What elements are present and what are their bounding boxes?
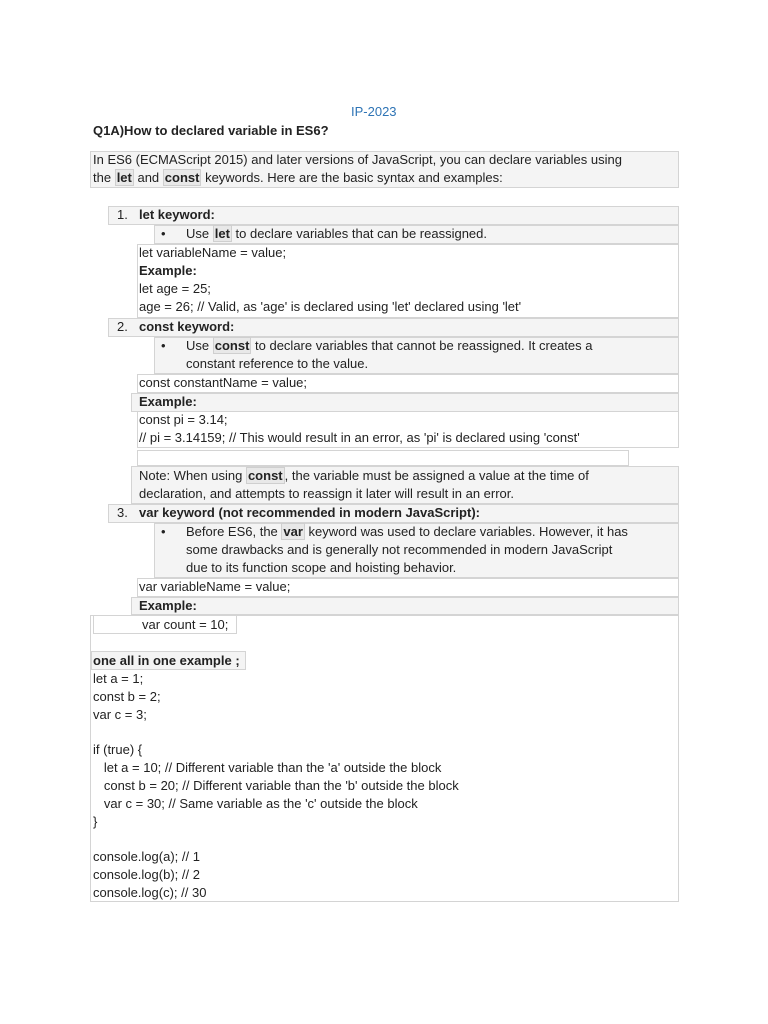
section1-code2: age = 26; // Valid, as 'age' is declared using 'let' declared using 'let' <box>139 299 522 314</box>
bullet-icon: • <box>161 226 166 241</box>
intro-line2: the let and const keywords. Here are the basic syntax and examples: <box>93 170 503 185</box>
section2-bullet-line1: Use const to declare variables that cannot be reassigned. It creates a <box>186 338 593 353</box>
section2-code1: const pi = 3.14; <box>139 412 228 427</box>
section3-example-row <box>131 597 679 615</box>
section2-note-line2: declaration, and attempts to reassign it later will result in an error. <box>139 486 515 501</box>
intro-line1: In ES6 (ECMAScript 2015) and later versions of JavaScript, you can declare variables using <box>93 152 622 167</box>
code-line: console.log(a); // 1 <box>93 849 200 864</box>
keyword-const: const <box>164 170 200 185</box>
section3-number: 3. <box>117 505 128 520</box>
bullet-icon: • <box>161 338 166 353</box>
section2-code2: // pi = 3.14159; // This would result in an error, as 'pi' is declared using 'const' <box>139 430 580 445</box>
section2-note-line1: Note: When using const , the variable must be assigned a value at the time of <box>139 468 589 483</box>
section3-example-label: Example: <box>139 598 197 613</box>
code-line: const b = 20; // Different variable than the 'b' outside the block <box>93 778 459 793</box>
section2-title: const keyword: <box>139 319 235 334</box>
section1-code1: let age = 25; <box>139 281 211 296</box>
section3-bullet-line1: Before ES6, the var keyword was used to declare variables. However, it has <box>186 524 628 539</box>
section1-number: 1. <box>117 207 128 222</box>
section1-bullet: Use let to declare variables that can be reassigned. <box>186 226 488 241</box>
section2-example-row <box>131 393 679 412</box>
section3-bullet-line2: some drawbacks and is generally not recommended in modern JavaScript <box>186 542 613 557</box>
section1-title: let keyword: <box>139 207 215 222</box>
code-line: if (true) { <box>93 742 143 757</box>
section2-number: 2. <box>117 319 128 334</box>
code-line: console.log(c); // 30 <box>93 885 207 900</box>
all-in-one-title: one all in one example ; <box>93 653 240 668</box>
section2-syntax: const constantName = value; <box>139 375 308 390</box>
code-line: var c = 30; // Same variable as the 'c' outside the block <box>93 796 418 811</box>
section3-syntax: var variableName = value; <box>139 579 291 594</box>
code-line: var c = 3; <box>93 707 147 722</box>
section2-empty-row <box>137 450 629 466</box>
keyword-let: let <box>116 170 132 185</box>
code-line: } <box>93 814 98 829</box>
section2-example-label: Example: <box>139 394 197 409</box>
section3-title: var keyword (not recommended in modern JavaScript): <box>139 505 480 520</box>
section3-bullet-line3: due to its function scope and hoisting behavior. <box>186 560 457 575</box>
code-line: const b = 2; <box>93 689 161 704</box>
section3-code1: var count = 10; <box>142 617 229 632</box>
code-line: let a = 1; <box>93 671 144 686</box>
document-header: IP-2023 <box>351 104 397 119</box>
code-line: let a = 10; // Different variable than the 'a' outside the block <box>93 760 442 775</box>
section2-bullet-line2: constant reference to the value. <box>186 356 369 371</box>
bullet-icon: • <box>161 524 166 539</box>
question-title: Q1A)How to declared variable in ES6? <box>93 123 329 138</box>
code-line: console.log(b); // 2 <box>93 867 200 882</box>
section1-syntax: let variableName = value; <box>139 245 287 260</box>
section1-example-label: Example: <box>139 263 197 278</box>
